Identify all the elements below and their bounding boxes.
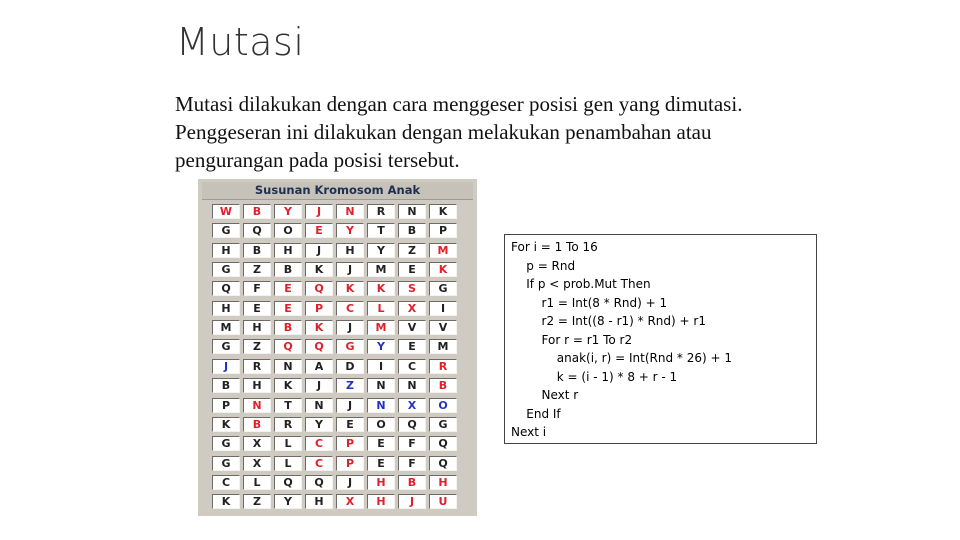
gene-cell: E xyxy=(243,301,271,316)
gene-cell: O xyxy=(367,417,395,432)
gene-cell: N xyxy=(367,378,395,393)
gene-cell: K xyxy=(429,262,457,277)
code-line: r2 = Int((8 - r1) * Rnd) + r1 xyxy=(511,314,706,328)
gene-cell: I xyxy=(367,359,395,374)
gene-cell: C xyxy=(305,456,333,471)
gene-cell: B xyxy=(429,378,457,393)
gene-cell: Q xyxy=(305,339,333,354)
gene-cell: Z xyxy=(336,378,364,393)
gene-cell: B xyxy=(398,223,426,238)
gene-cell: H xyxy=(367,475,395,490)
gene-cell: E xyxy=(336,417,364,432)
gene-cell: D xyxy=(336,359,364,374)
gene-cell: G xyxy=(212,456,240,471)
gene-cell: B xyxy=(243,204,271,219)
gene-cell: J xyxy=(336,320,364,335)
gene-cell: J xyxy=(336,475,364,490)
gene-cell: P xyxy=(212,398,240,413)
gene-cell: Y xyxy=(367,243,395,258)
gene-cell: P xyxy=(429,223,457,238)
code-line: Next r xyxy=(511,388,579,402)
gene-cell: R xyxy=(429,359,457,374)
gene-cell: K xyxy=(274,378,302,393)
gene-cell: S xyxy=(398,281,426,296)
gene-cell: C xyxy=(336,301,364,316)
gene-cell: F xyxy=(398,436,426,451)
gene-cell: J xyxy=(398,494,426,509)
gene-cell: R xyxy=(243,359,271,374)
gene-cell: M xyxy=(367,320,395,335)
gene-cell: C xyxy=(398,359,426,374)
gene-cell: K xyxy=(305,262,333,277)
gene-cell: V xyxy=(398,320,426,335)
gene-cell: Q xyxy=(429,436,457,451)
gene-cell: O xyxy=(274,223,302,238)
gene-cell: H xyxy=(243,320,271,335)
gene-cell: B xyxy=(243,243,271,258)
gene-cell: H xyxy=(212,243,240,258)
gene-cell: P xyxy=(336,456,364,471)
gene-cell: O xyxy=(429,398,457,413)
gene-cell: Y xyxy=(274,494,302,509)
gene-cell: N xyxy=(367,398,395,413)
gene-cell: G xyxy=(212,223,240,238)
gene-cell: R xyxy=(367,204,395,219)
gene-cell: M xyxy=(429,339,457,354)
code-line: For i = 1 To 16 xyxy=(511,240,598,254)
gene-cell: H xyxy=(305,494,333,509)
gene-cell: L xyxy=(367,301,395,316)
chromosome-panel-header: Susunan Kromosom Anak xyxy=(202,182,473,200)
gene-cell: N xyxy=(336,204,364,219)
code-line: For r = r1 To r2 xyxy=(511,332,633,347)
gene-cell: N xyxy=(398,204,426,219)
gene-cell: M xyxy=(212,320,240,335)
gene-cell: L xyxy=(274,436,302,451)
gene-cell: F xyxy=(398,456,426,471)
gene-cell: M xyxy=(429,243,457,258)
gene-cell: B xyxy=(243,417,271,432)
code-line: p = Rnd xyxy=(511,258,576,273)
gene-cell: Q xyxy=(243,223,271,238)
gene-cell: L xyxy=(243,475,271,490)
gene-cell: I xyxy=(429,301,457,316)
gene-cell: N xyxy=(398,378,426,393)
gene-cell: F xyxy=(243,281,271,296)
gene-cell: K xyxy=(429,204,457,219)
gene-cell: K xyxy=(212,417,240,432)
gene-cell: Z xyxy=(398,243,426,258)
gene-cell: G xyxy=(212,339,240,354)
gene-cell: Q xyxy=(429,456,457,471)
gene-cell: N xyxy=(243,398,271,413)
gene-cell: Z xyxy=(243,262,271,277)
gene-cell: Q xyxy=(274,339,302,354)
gene-cell: Z xyxy=(243,339,271,354)
gene-cell: Q xyxy=(398,417,426,432)
gene-cell: P xyxy=(305,301,333,316)
gene-cell: Y xyxy=(274,204,302,219)
gene-cell: K xyxy=(212,494,240,509)
gene-cell: N xyxy=(274,359,302,374)
gene-cell: M xyxy=(367,262,395,277)
gene-cell: B xyxy=(274,262,302,277)
gene-cell: G xyxy=(336,339,364,354)
gene-cell: R xyxy=(274,417,302,432)
gene-cell: H xyxy=(367,494,395,509)
gene-cell: C xyxy=(212,475,240,490)
gene-cell: J xyxy=(336,398,364,413)
gene-cell: J xyxy=(305,204,333,219)
gene-cell: J xyxy=(305,378,333,393)
gene-cell: X xyxy=(398,301,426,316)
gene-cell: K xyxy=(336,281,364,296)
gene-cell: L xyxy=(274,456,302,471)
gene-cell: V xyxy=(429,320,457,335)
gene-cell: E xyxy=(274,301,302,316)
gene-cell: E xyxy=(367,436,395,451)
gene-cell: B xyxy=(274,320,302,335)
gene-cell: E xyxy=(305,223,333,238)
gene-cell: C xyxy=(305,436,333,451)
gene-cell: Y xyxy=(367,339,395,354)
gene-cell: B xyxy=(212,378,240,393)
gene-cell: G xyxy=(212,436,240,451)
gene-cell: Y xyxy=(305,417,333,432)
gene-cell: E xyxy=(398,339,426,354)
gene-cell: H xyxy=(274,243,302,258)
gene-cell: J xyxy=(305,243,333,258)
gene-cell: K xyxy=(305,320,333,335)
chromosome-grid xyxy=(212,204,461,514)
gene-cell: Q xyxy=(305,281,333,296)
gene-cell: A xyxy=(305,359,333,374)
gene-cell: X xyxy=(336,494,364,509)
gene-cell: B xyxy=(398,475,426,490)
gene-cell: J xyxy=(336,262,364,277)
code-line: anak(i, r) = Int(Rnd * 26) + 1 xyxy=(511,351,732,365)
gene-cell: Q xyxy=(212,281,240,296)
code-box xyxy=(504,234,817,444)
gene-cell: Y xyxy=(336,223,364,238)
gene-cell: X xyxy=(243,436,271,451)
gene-cell: X xyxy=(398,398,426,413)
gene-cell: H xyxy=(243,378,271,393)
code-line: r1 = Int(8 * Rnd) + 1 xyxy=(511,295,668,310)
code-line: k = (i - 1) * 8 + r - 1 xyxy=(511,369,678,384)
gene-cell: H xyxy=(429,475,457,490)
chromosome-panel xyxy=(198,179,477,516)
gene-cell: Z xyxy=(243,494,271,509)
gene-cell: G xyxy=(429,417,457,432)
gene-cell: X xyxy=(243,456,271,471)
gene-cell: Q xyxy=(305,475,333,490)
code-line: If p < prob.Mut Then xyxy=(511,277,651,291)
gene-cell: N xyxy=(305,398,333,413)
gene-cell: U xyxy=(429,494,457,509)
slide-paragraph: Mutasi dilakukan dengan cara menggeser posisi gen yang dimutasi. Penggeseran ini dilakukan dengan melakukan penambahan atau pengurangan pada posisi tersebut. xyxy=(175,92,743,172)
gene-cell: G xyxy=(212,262,240,277)
gene-cell: G xyxy=(429,281,457,296)
gene-cell: T xyxy=(367,223,395,238)
slide-title: Mutasi xyxy=(176,20,305,64)
gene-cell: P xyxy=(336,436,364,451)
gene-cell: E xyxy=(367,456,395,471)
gene-cell: W xyxy=(212,204,240,219)
gene-cell: H xyxy=(212,301,240,316)
gene-cell: E xyxy=(274,281,302,296)
gene-cell: E xyxy=(398,262,426,277)
gene-cell: K xyxy=(367,281,395,296)
code-line: End If xyxy=(511,406,561,421)
code-line: Next i xyxy=(511,425,547,439)
gene-cell: H xyxy=(336,243,364,258)
gene-cell: T xyxy=(274,398,302,413)
gene-cell: J xyxy=(212,359,240,374)
gene-cell: Q xyxy=(274,475,302,490)
